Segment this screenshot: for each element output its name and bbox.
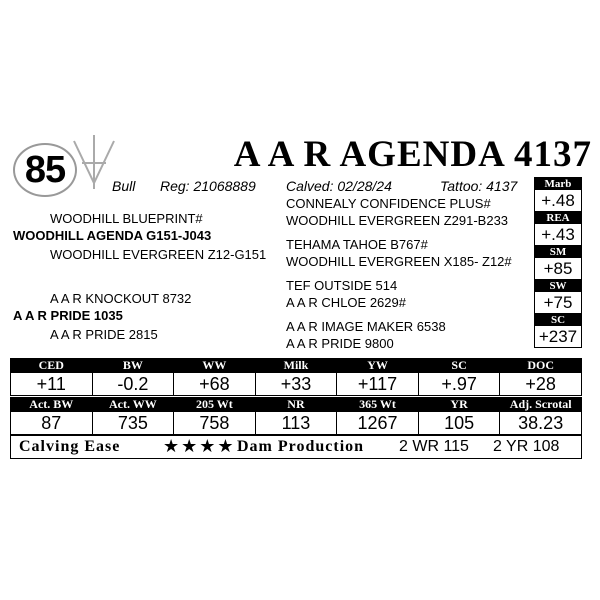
actual-label: YR bbox=[418, 398, 500, 412]
pedigree-dam-dam-sire: A A R IMAGE MAKER 6538 bbox=[286, 319, 446, 334]
epd-value: +33 bbox=[255, 373, 337, 396]
epd-value: +28 bbox=[500, 373, 582, 396]
epd-label: SC bbox=[418, 359, 500, 373]
side-epd-sm bbox=[534, 246, 582, 280]
pedigree-sire-dam-sire: CONNEALY CONFIDENCE PLUS# bbox=[286, 196, 491, 211]
calving-ease-stars-icon: ★★★★ bbox=[163, 436, 236, 456]
actual-value: 87 bbox=[11, 412, 93, 435]
registration-number: Reg: 21068889 bbox=[160, 178, 256, 194]
side-epd-value: +85 bbox=[543, 259, 573, 278]
side-epd-sw bbox=[534, 280, 582, 314]
epd-label: WW bbox=[174, 359, 256, 373]
pedigree-dam-sire: A A R KNOCKOUT 8732 bbox=[50, 291, 192, 306]
cropped-footnote bbox=[10, 460, 592, 464]
epd-label: YW bbox=[337, 359, 419, 373]
lot-card bbox=[10, 133, 592, 463]
actual-value: 735 bbox=[92, 412, 174, 435]
pedigree-dam-dam-dam: A A R PRIDE 9800 bbox=[286, 336, 394, 351]
epd-value: +11 bbox=[11, 373, 93, 396]
epd-label: DOC bbox=[500, 359, 582, 373]
pedigree-sire: WOODHILL AGENDA G151-J043 bbox=[13, 228, 212, 243]
pedigree-sire-dam-dam: WOODHILL EVERGREEN Z291-B233 bbox=[286, 213, 509, 228]
side-epd-label: SM bbox=[535, 246, 581, 258]
side-epd-column bbox=[534, 177, 582, 348]
actual-label: Adj. Scrotal bbox=[500, 398, 582, 412]
side-epd-label: SW bbox=[535, 280, 581, 292]
pedigree-sire-dam-dam-sire: TEHAMA TAHOE B767# bbox=[286, 237, 428, 252]
actual-value: 1267 bbox=[337, 412, 419, 435]
dam-production-label: Dam Production bbox=[237, 438, 365, 455]
epd-label: CED bbox=[11, 359, 93, 373]
epd-table-actual bbox=[10, 397, 582, 435]
side-epd-sc bbox=[534, 314, 582, 348]
side-epd-value: +75 bbox=[543, 293, 573, 312]
side-epd-value: +.43 bbox=[541, 225, 575, 244]
epd-table-primary bbox=[10, 358, 582, 396]
epd-value: +68 bbox=[174, 373, 256, 396]
epd-value: -0.2 bbox=[92, 373, 174, 396]
pedigree-sire-sire: WOODHILL BLUEPRINT# bbox=[50, 211, 203, 226]
pedigree-dam: A A R PRIDE 1035 bbox=[13, 308, 123, 323]
actual-label: Act. WW bbox=[92, 398, 174, 412]
side-epd-value: +237 bbox=[538, 327, 578, 346]
actual-value: 38.23 bbox=[500, 412, 582, 435]
side-epd-label: REA bbox=[535, 212, 581, 224]
pedigree-dam-dam: A A R PRIDE 2815 bbox=[50, 327, 158, 342]
side-epd-label: SC bbox=[535, 314, 581, 326]
side-epd-label: Marb bbox=[535, 178, 581, 190]
dam-production-weaning: 2 WR 115 bbox=[399, 438, 469, 455]
actual-value: 758 bbox=[174, 412, 256, 435]
calving-dam-production-bar bbox=[10, 435, 582, 459]
epd-value: +117 bbox=[337, 373, 419, 396]
tattoo: Tattoo: 4137 bbox=[440, 178, 518, 194]
actual-label: 205 Wt bbox=[174, 398, 256, 412]
calving-ease-label: Calving Ease bbox=[19, 438, 121, 455]
actual-label: 365 Wt bbox=[337, 398, 419, 412]
pedigree-sire-dam: WOODHILL EVERGREEN Z12-G151 bbox=[50, 247, 267, 262]
pedigree-dam-sire-dam: A A R CHLOE 2629# bbox=[286, 295, 406, 310]
sex-label: Bull bbox=[112, 178, 136, 194]
dam-production-yearling: 2 YR 108 bbox=[493, 438, 560, 455]
actual-value: 105 bbox=[418, 412, 500, 435]
pedigree-dam-sire-sire: TEF OUTSIDE 514 bbox=[286, 278, 398, 293]
side-epd-value: +.48 bbox=[541, 191, 575, 210]
pedigree-sire-dam-dam-dam: WOODHILL EVERGREEN X185- Z12# bbox=[286, 254, 512, 269]
actual-label: Act. BW bbox=[11, 398, 93, 412]
lot-number: 85 bbox=[24, 148, 66, 191]
side-epd-marb bbox=[534, 177, 582, 212]
actual-label: NR bbox=[255, 398, 337, 412]
epd-value: +.97 bbox=[418, 373, 500, 396]
side-epd-rea bbox=[534, 212, 582, 246]
epd-label: BW bbox=[92, 359, 174, 373]
actual-value: 113 bbox=[255, 412, 337, 435]
animal-name: A A R AGENDA 4137 bbox=[233, 134, 592, 175]
epd-label: Milk bbox=[255, 359, 337, 373]
calved-date: Calved: 02/28/24 bbox=[286, 178, 392, 194]
